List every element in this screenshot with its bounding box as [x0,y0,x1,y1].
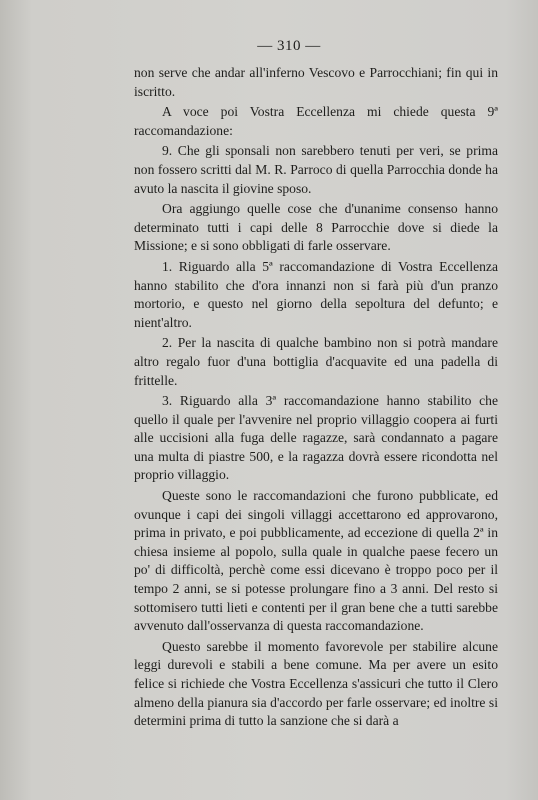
page-number: — 310 — [257,38,321,54]
paragraph: A voce poi Vostra Eccellenza mi chiede questa 9ª raccomandazione: [134,104,498,138]
body-text [134,64,498,733]
paragraph-continuation: non serve che andar all'inferno Vescovo e Parrocchiani; fin qui in iscritto. [134,65,498,99]
paragraph-item-3: 3. Riguardo alla 3ª raccomandazione hanno stabilito che quello il quale per l'avvenire nel proprio villaggio coopera ai furti alle uccisioni alla fuga delle ragazze, sarà condannato a pagare una multa di piastre 500, e la ragazza dovrà essere ricondotta nel proprio villaggio. [134,393,498,483]
paragraph-item-1: 1. Riguardo alla 5ª raccomandazione di Vostra Eccellenza hanno stabilito che d'ora innanzi non si farà più d'un pranzo mortorio, e questo nel giorno della sepoltura del defunto; e nient'altro. [134,258,498,330]
paragraph: Queste sono le raccomandazioni che furono pubblicate, ed ovunque i capi dei singoli villaggi accettarono ed approvarono, prima in privato, e poi pubblicamente, ad eccezione di quella 2ª in chiesa insieme al popolo, sulla quale in qualche paese fecero un po' di difficoltà, perchè come essi dicevano è troppo poco per il tempo 2 anni, se si potesse prolungare fino a 3 anni. Del resto si sottomisero tutti lieti e contenti per il gran bene che a tutti sarebbe avvenuto dall'osservanza di questa raccomandazione. [134,488,498,634]
paragraph-item-9: 9. Che gli sponsali non sarebbero tenuti per veri, se prima non fossero scritti dal M. R. Parroco di quella Parrocchia donde ha avuto la nascita il giovine sposo. [134,143,498,196]
paragraph: Questo sarebbe il momento favorevole per stabilire alcune leggi durevoli e stabili a bene comune. Ma per avere un esito felice si richiede che Vostra Eccellenza s'assicuri che tutto il Clero almeno della pianura sia d'accordo per farle osservare; ed inoltre si determini prima di tutto la sanzione che si darà a [134,638,498,729]
paragraph-item-2: 2. Per la nascita di qualche bambino non si potrà mandare altro regalo fuor d'una bottiglia d'acquavite ed una padella di frittelle. [134,335,498,388]
paragraph: Ora aggiungo quelle cose che d'unanime consenso hanno determinato tutti i capi delle 8 Parrocchie dove si diede la Missione; e si sono obbligati di farle osservare. [134,201,498,254]
